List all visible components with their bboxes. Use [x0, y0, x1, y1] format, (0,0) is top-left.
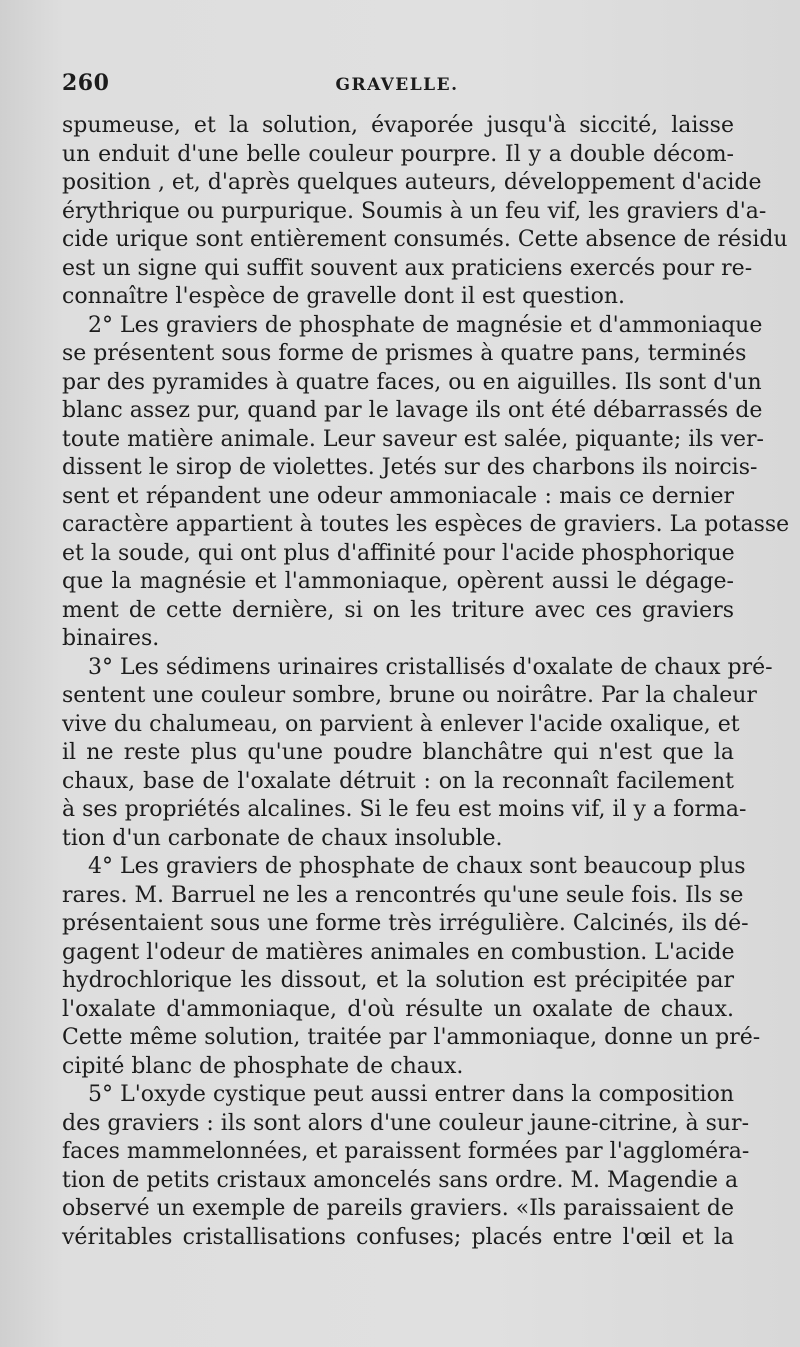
text-line: gagent l'odeur de matières animales en combustion. L'acide: [62, 939, 735, 965]
running-head: GRAVELLE.: [335, 75, 459, 95]
text-line: dissent le sirop de violettes. Jetés sur des charbons ils noircis-: [62, 455, 758, 480]
text-line: vive du chalumeau, on parvient à enlever l'acide oxalique, et: [62, 711, 740, 737]
text-line: 2° Les graviers de phosphate de magnésie et d'ammoniaque: [88, 312, 763, 338]
text-line: par des pyramides à quatre faces, ou en aiguilles. Ils sont d'un: [62, 369, 762, 395]
text-line: se présentent sous forme de prismes à quatre pans, terminés: [62, 341, 747, 366]
text-line: toute matière animale. Leur saveur est salée, piquante; ils ver-: [62, 426, 764, 452]
text-line: que la magnésie et l'ammoniaque, opèrent aussi le dégage-: [62, 569, 734, 594]
text-line: érythrique ou purpurique. Soumis à un feu vif, les graviers d'a-: [62, 198, 767, 224]
text-line: binaires.: [62, 626, 160, 651]
text-line: caractère appartient à toutes les espèces de graviers. La potasse: [62, 512, 790, 537]
text-line: et la soude, qui ont plus d'affinité pour l'acide phosphorique: [62, 540, 735, 566]
text-line: 3° Les sédimens urinaires cristallisés d'oxalate de chaux pré-: [88, 654, 773, 680]
text-line: position , et, d'après quelques auteurs, développement d'acide: [62, 170, 762, 195]
page-number: 260: [62, 70, 110, 96]
text-line: cide urique sont entièrement consumés. Cette absence de résidu: [62, 227, 788, 252]
text-line: observé un exemple de pareils graviers. «Ils paraissaient de: [62, 1196, 734, 1221]
text-line: 4° Les graviers de phosphate de chaux sont beaucoup plus: [88, 854, 746, 879]
page-header: [62, 70, 732, 102]
text-line: ment de cette dernière, si on les triture avec ces graviers: [62, 597, 734, 623]
text-line: présentaient sous une forme très irrégulière. Calcinés, ils dé-: [62, 911, 749, 936]
text-line: tion de petits cristaux amoncelés sans ordre. M. Magendie a: [62, 1167, 739, 1193]
text-line: véritables cristallisations confuses; placés entre l'œil et la: [62, 1224, 734, 1250]
text-line: blanc assez pur, quand par le lavage ils ont été débarrassés de: [62, 398, 763, 423]
text-line: à ses propriétés alcalines. Si le feu est moins vif, il y a forma-: [62, 797, 747, 822]
text-line: un enduit d'une belle couleur pourpre. Il y a double décom-: [62, 141, 734, 167]
text-line: 5° L'oxyde cystique peut aussi entrer dans la composition: [88, 1082, 734, 1107]
text-line: faces mammelonnées, et paraissent formées par l'aggloméra-: [62, 1139, 750, 1164]
text-line: des graviers : ils sont alors d'une couleur jaune-citrine, à sur-: [62, 1110, 750, 1136]
text-line: connaître l'espèce de gravelle dont il est question.: [62, 284, 625, 309]
text-line: cipité blanc de phosphate de chaux.: [62, 1053, 464, 1079]
text-line: rares. M. Barruel ne les a rencontrés qu'une seule fois. Ils se: [62, 882, 744, 908]
text-line: spumeuse, et la solution, évaporée jusqu'à siccité, laisse: [62, 113, 734, 138]
text-line: il ne reste plus qu'une poudre blanchâtre qui n'est que la: [62, 740, 734, 765]
text-line: sent et répandent une odeur ammoniacale : mais ce dernier: [62, 483, 734, 509]
text-line: hydrochlorique les dissout, et la solution est précipitée par: [62, 968, 734, 993]
text-line: l'oxalate d'ammoniaque, d'où résulte un oxalate de chaux.: [62, 996, 734, 1022]
text-line: chaux, base de l'oxalate détruit : on la reconnaît facilement: [62, 768, 734, 794]
text-line: tion d'un carbonate de chaux insoluble.: [62, 825, 503, 851]
body-text: [62, 112, 790, 1252]
text-line: Cette même solution, traitée par l'ammoniaque, donne un pré-: [62, 1025, 761, 1050]
text-line: est un signe qui suffit souvent aux praticiens exercés pour re-: [62, 255, 753, 281]
text-line: sentent une couleur sombre, brune ou noirâtre. Par la chaleur: [62, 683, 757, 708]
